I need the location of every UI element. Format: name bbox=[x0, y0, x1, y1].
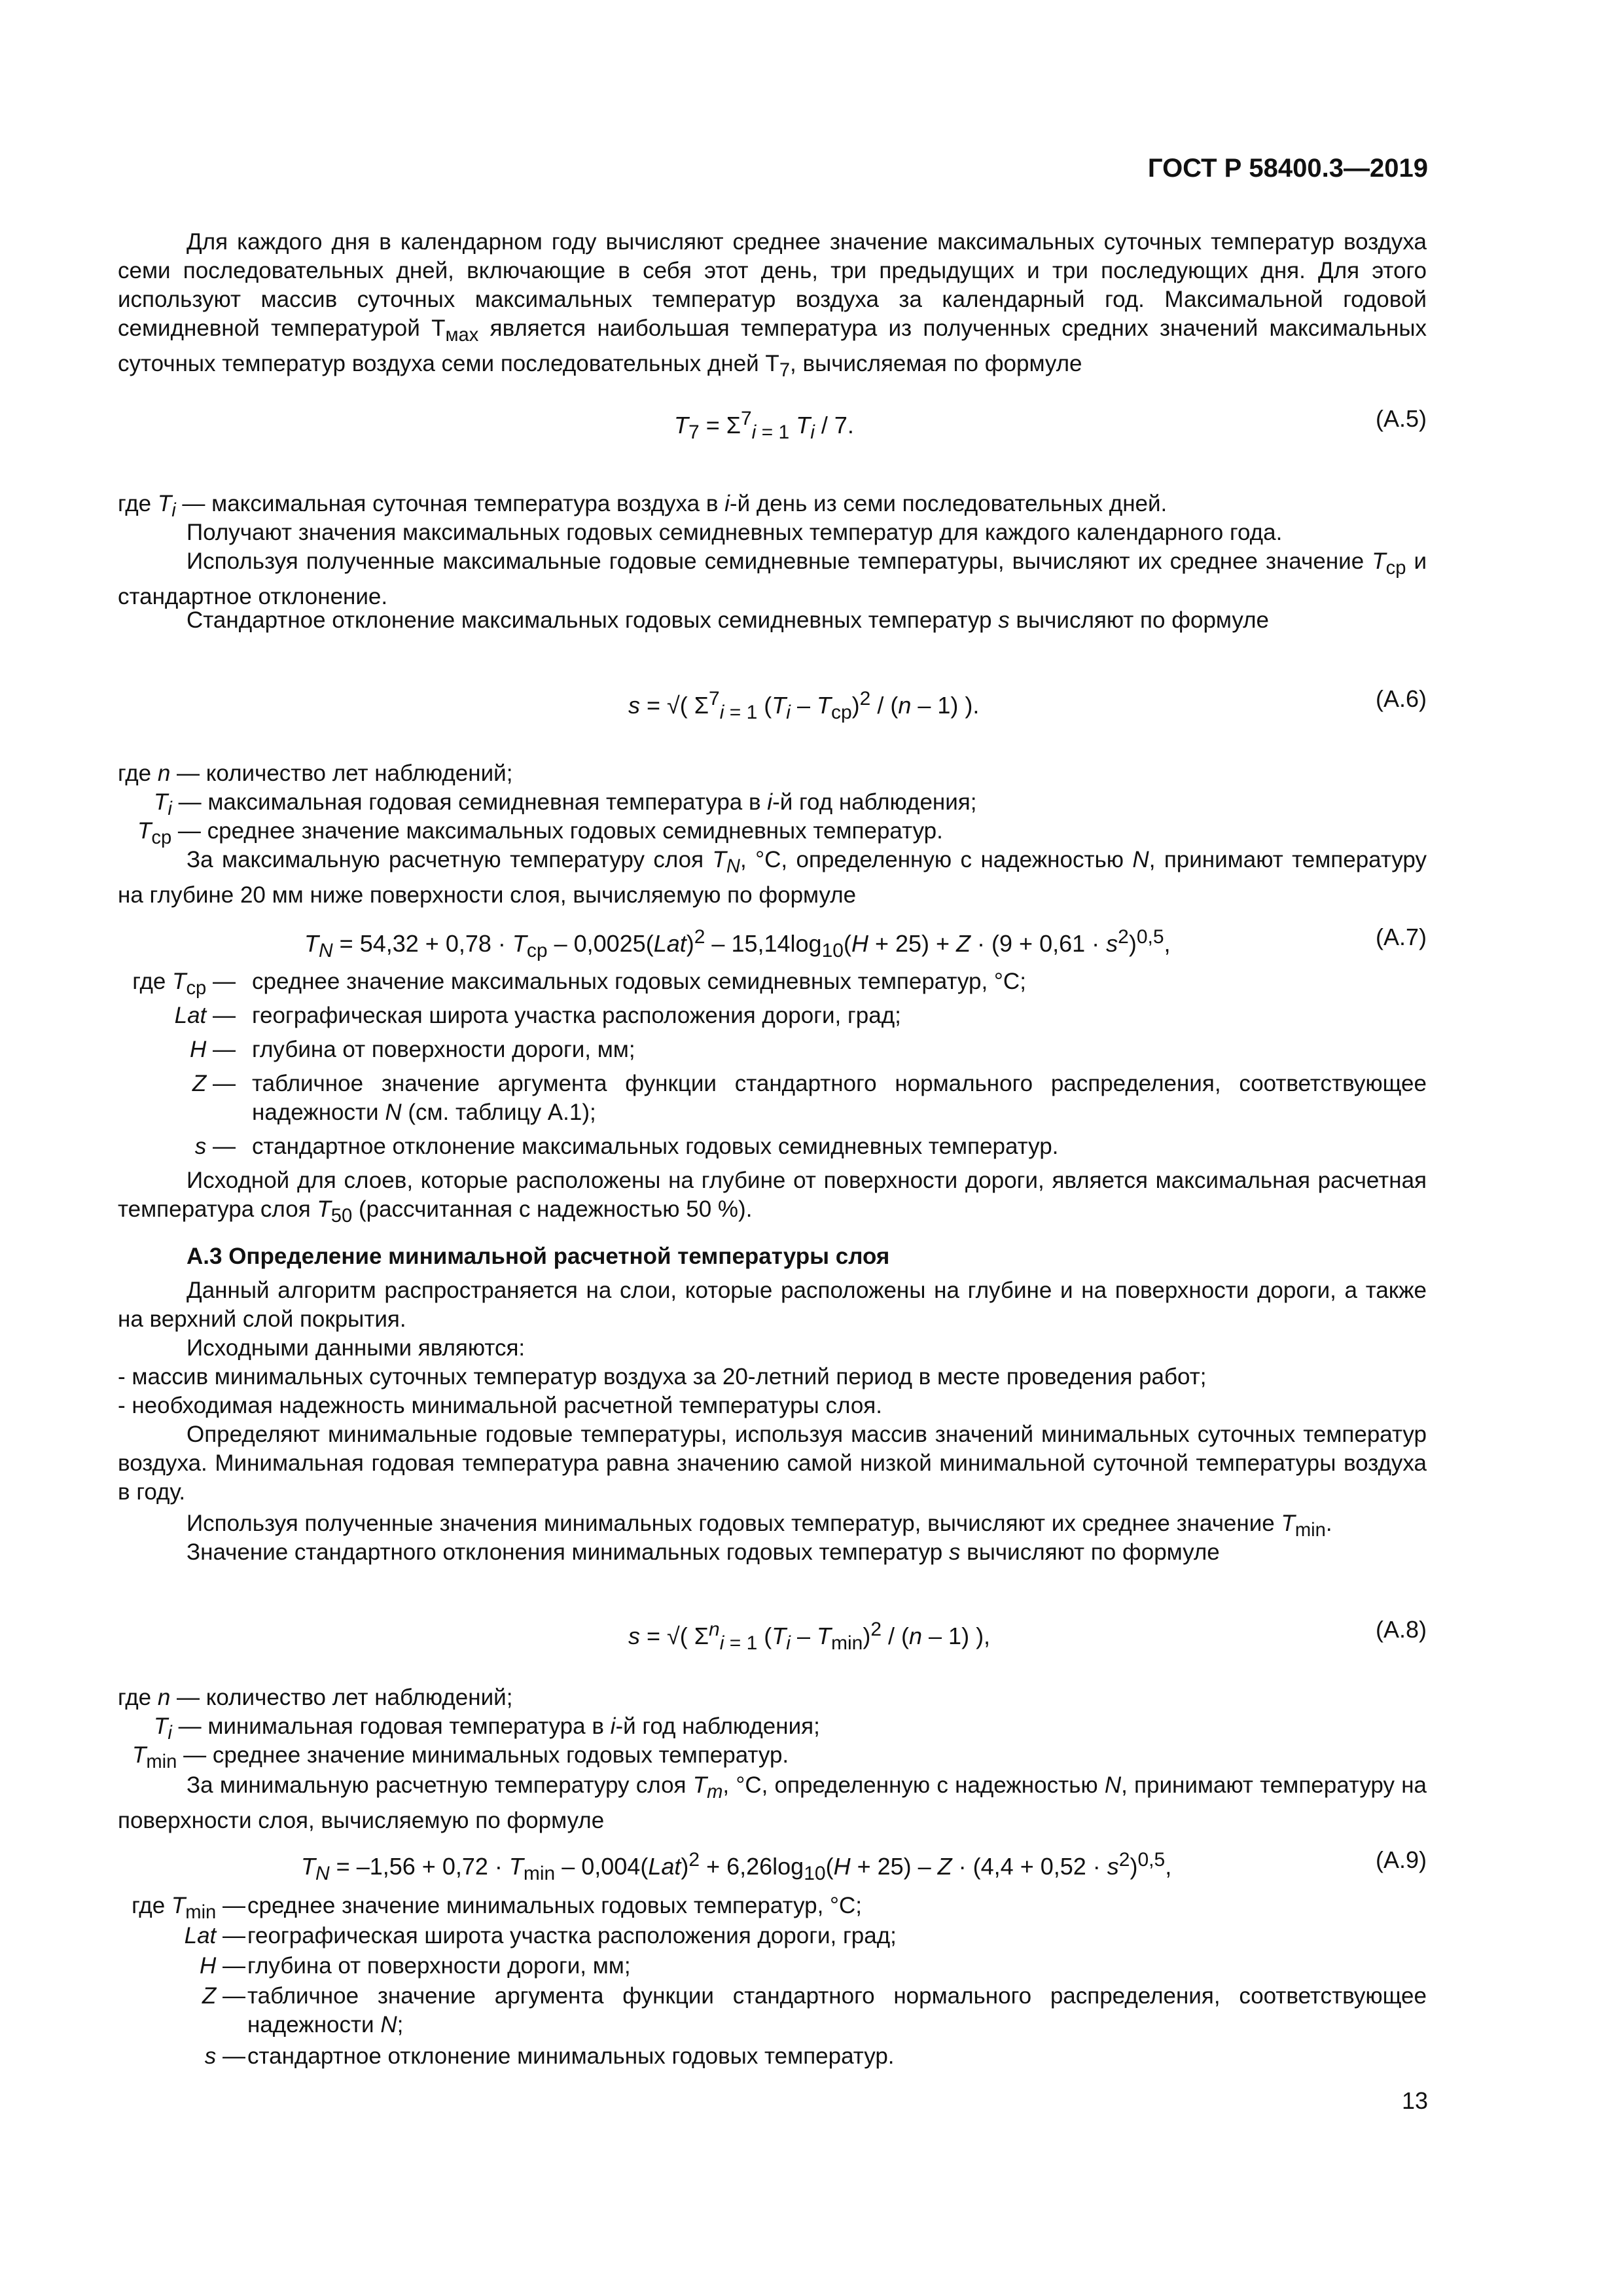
formula-a7 bbox=[118, 923, 1427, 962]
paragraph: Для каждого дня в календарном году вычисляют среднее значение максимальных суточных температур воздуха семи последовательных дней, включающие в себя этот день, три предыдущих и три последующих дня. Для этого используют массив суточных максимальных температур воздуха за календарный год. Максимальной годовой семидневной температурой $T_{мах}$ является наибольшая температура из полученных средних значений максимальных суточных температур воздуха семи последовательных дней $T_7$, вычисляемая по формуле bbox=[118, 229, 1427, 381]
formula-body: $T_N = -1,56 + 0,72 \cdot T_{min} - 0,004(Lat)^2 + 6,26\log_{10}(H + 25) - Z \cdot (4,4 + 0,52 \cdot s^2)^{0,5}$, bbox=[301, 1849, 1172, 1885]
where-clause: где $T_i$ — максимальная суточная температура воздуха в i-й день из семи последовательных дней. bbox=[118, 491, 1168, 521]
paragraph: Используя полученные значения минимальных годовых температур, вычисляют их среднее значение $T_{min}$. bbox=[187, 1511, 1332, 1541]
definition-row bbox=[118, 1892, 1427, 1923]
definition-term: Z — bbox=[202, 1983, 245, 2009]
definition-row bbox=[118, 1035, 1427, 1064]
definition-term: H — bbox=[199, 1953, 245, 1979]
definition-text: среднее значение минимальных годовых температур, °С; bbox=[247, 1893, 863, 1918]
formula-body: s = √( $\Sigma^n_{i = 1}$ $(T_i - T_{min})^2 / (n - 1)$ ), bbox=[628, 1619, 991, 1655]
definition-text: глубина от поверхности дороги, мм; bbox=[252, 1037, 635, 1062]
definition-row bbox=[118, 1982, 1427, 2039]
list-item: - необходимая надежность минимальной расчетной температуры слоя. bbox=[118, 1393, 882, 1418]
definition-text: табличное значение аргумента функции стандартного нормального распределения, соответствующее надежности N; bbox=[247, 1983, 1427, 2037]
paragraph: Данный алгоритм распространяется на слои, которые расположены на глубине и на поверхности дороги, а также на верхний слой покрытия. bbox=[118, 1278, 1427, 1332]
paragraph: Определяют минимальные годовые температуры, используя массив значений минимальных суточных температур воздуха. Минимальная годовая температура равна значению самой низкой минимальной суточной температуры воздуха в году. bbox=[118, 1422, 1427, 1505]
paragraph: За минимальную расчетную температуру слоя $T_m$, °С, определенную с надежностью N, принимают температуру на поверхности слоя, вычисляемую по формуле bbox=[118, 1772, 1427, 1833]
definition-term: где $T_{ср}$ — bbox=[132, 969, 236, 999]
definition-row bbox=[118, 1132, 1427, 1161]
definition-row bbox=[118, 967, 1427, 999]
where-clause: $T_i$ — минимальная годовая температура в i-й год наблюдения; bbox=[154, 1713, 820, 1744]
definition-term: где $T_{min}$ — bbox=[132, 1893, 245, 1923]
paragraph: За максимальную расчетную температуру слоя $T_N$, °С, определенную с надежностью N, принимают температуру на глубине 20 мм ниже поверхности слоя, вычисляемую по формуле bbox=[118, 847, 1427, 908]
definition-text: табличное значение аргумента функции стандартного нормального распределения, соответствующее надежности N (см. таблицу А.1); bbox=[252, 1071, 1427, 1125]
section-heading: А.3 Определение минимальной расчетной температуры слоя bbox=[187, 1244, 890, 1269]
definition-text: глубина от поверхности дороги, мм; bbox=[247, 1953, 631, 1979]
paragraph: Значение стандартного отклонения минимальных годовых температур s вычисляют по формуле bbox=[187, 1539, 1220, 1565]
where-clause: где n — количество лет наблюдений; bbox=[118, 761, 513, 786]
definition-text: стандартное отклонение максимальных годовых семидневных температур. bbox=[252, 1134, 1059, 1159]
paragraph: Используя полученные максимальные годовые семидневные температуры, вычисляют их среднее значение $T_{ср}$ и стандартное отклонение. bbox=[118, 548, 1427, 609]
definition-term: s — bbox=[204, 2043, 245, 2069]
definition-row bbox=[118, 1922, 1427, 1950]
formula-body: s = √( $\Sigma^7_{i = 1}$ $(T_i - T_{ср})^2 / (n - 1)$ ). bbox=[628, 688, 980, 724]
where-clause: $T_{ср}$ — среднее значение максимальных годовых семидневных температур. bbox=[137, 818, 943, 848]
formula-number: (А.5) bbox=[1375, 405, 1427, 432]
definition-text: среднее значение максимальных годовых семидневных температур, °С; bbox=[252, 969, 1026, 994]
formula-number: (А.7) bbox=[1375, 924, 1427, 950]
definition-term: Lat — bbox=[174, 1003, 236, 1028]
definition-term: Z — bbox=[192, 1071, 236, 1096]
paragraph: Исходными данными являются: bbox=[187, 1335, 526, 1361]
formula-a6 bbox=[118, 685, 1427, 744]
where-clause: $T_i$ — максимальная годовая семидневная температура в i-й год наблюдения; bbox=[154, 789, 977, 819]
document-code: ГОСТ Р 58400.3—2019 bbox=[1147, 154, 1428, 183]
definition-term: Lat — bbox=[184, 1923, 245, 1948]
definition-term: H — bbox=[189, 1037, 236, 1062]
definition-text: географическая широта участка расположения дороги, град; bbox=[247, 1923, 897, 1948]
definition-text: стандартное отклонение минимальных годовых температур. bbox=[247, 2043, 895, 2069]
formula-number: (А.8) bbox=[1375, 1616, 1427, 1643]
formula-a8 bbox=[118, 1615, 1427, 1674]
formula-a9 bbox=[118, 1846, 1427, 1885]
definition-row bbox=[118, 1069, 1427, 1127]
page-number: 13 bbox=[1401, 2087, 1428, 2114]
formula-a5 bbox=[118, 404, 1427, 463]
formula-number: (А.9) bbox=[1375, 1846, 1427, 1873]
definition-term: s — bbox=[194, 1134, 236, 1159]
paragraph: Исходной для слоев, которые расположены на глубине от поверхности дороги, является максимальная расчетная температура слоя $T_{50}$ (рассчитанная с надежностью 50 %). bbox=[118, 1168, 1427, 1227]
formula-number: (А.6) bbox=[1375, 685, 1427, 712]
formula-body: $T_N = 54,32 + 0,78 \cdot T_{ср} - 0,0025(Lat)^2 - 15,14\log_{10}(H + 25) + Z \cdot (9 + 0,61 \cdot s^2)^{0,5}$, bbox=[304, 926, 1171, 962]
definition-text: географическая широта участка расположения дороги, град; bbox=[252, 1003, 901, 1028]
definition-row bbox=[118, 1952, 1427, 1981]
definition-row bbox=[118, 2042, 1427, 2071]
paragraph: Получают значения максимальных годовых семидневных температур для каждого календарного года. bbox=[187, 520, 1283, 545]
where-clause: $T_{min}$ — среднее значение минимальных годовых температур. bbox=[132, 1742, 789, 1772]
where-clause: где n — количество лет наблюдений; bbox=[118, 1685, 513, 1710]
paragraph: Стандартное отклонение максимальных годовых семидневных температур s вычисляют по формуле bbox=[187, 607, 1270, 633]
definition-row bbox=[118, 1001, 1427, 1030]
list-item: - массив минимальных суточных температур воздуха за 20-летний период в месте проведения работ; bbox=[118, 1364, 1207, 1390]
formula-body: $T_7 = \Sigma^7_{i = 1}$ $T_i / 7$. bbox=[674, 408, 854, 444]
